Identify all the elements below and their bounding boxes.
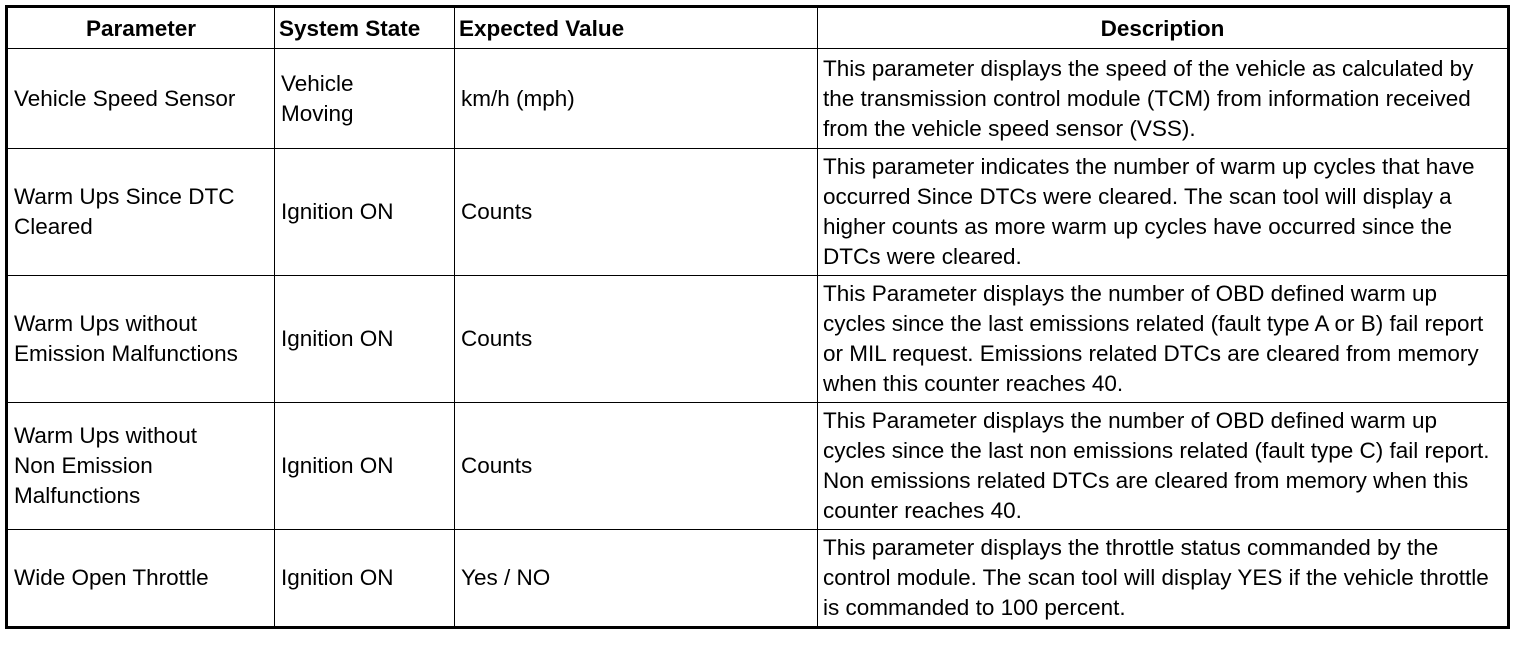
cell-parameter: Wide Open Throttle <box>7 530 275 628</box>
cell-description: This parameter displays the throttle status commanded by the control module. The scan tool will display YES if the vehicle throttle is commanded to 100 percent. <box>818 530 1509 628</box>
cell-system-state-text: Vehicle Moving <box>281 70 354 126</box>
cell-expected-value: km/h (mph) <box>455 49 818 149</box>
cell-expected-value: Counts <box>455 149 818 276</box>
header-description: Description <box>818 7 1509 49</box>
cell-expected-value: Counts <box>455 276 818 403</box>
table-row <box>7 530 1509 628</box>
cell-description: This parameter indicates the number of warm up cycles that have occurred Since DTCs were cleared. The scan tool will display a higher counts as more warm up cycles have occurred since the DTCs were cleared. <box>818 149 1509 276</box>
parameter-table <box>5 5 1510 629</box>
table-header-row <box>7 7 1509 49</box>
cell-parameter: Warm Ups without Emission Malfunctions <box>7 276 275 403</box>
cell-system-state <box>275 49 455 149</box>
table-row <box>7 49 1509 149</box>
cell-expected-value: Yes / NO <box>455 530 818 628</box>
cell-description: This Parameter displays the number of OBD defined warm up cycles since the last non emissions related (fault type C) fail report. Non emissions related DTCs are cleared from memory when this counter reaches 40. <box>818 403 1509 530</box>
table-row <box>7 149 1509 276</box>
cell-parameter: Warm Ups Since DTC Cleared <box>7 149 275 276</box>
table-row <box>7 276 1509 403</box>
cell-parameter: Vehicle Speed Sensor <box>7 49 275 149</box>
cell-expected-value: Counts <box>455 403 818 530</box>
cell-system-state: Ignition ON <box>275 530 455 628</box>
cell-description: This parameter displays the speed of the vehicle as calculated by the transmission control module (TCM) from information received from the vehicle speed sensor (VSS). <box>818 49 1509 149</box>
cell-parameter <box>7 403 275 530</box>
header-expected-value: Expected Value <box>455 7 818 49</box>
cell-description: This Parameter displays the number of OBD defined warm up cycles since the last emissions related (fault type A or B) fail report or MIL request. Emissions related DTCs are cleared from memory when this counter reaches 40. <box>818 276 1509 403</box>
cell-parameter-text: Warm Ups without Non Emission Malfunctions <box>14 423 197 508</box>
table-row <box>7 403 1509 530</box>
header-system-state: System State <box>275 7 455 49</box>
cell-system-state: Ignition ON <box>275 276 455 403</box>
cell-system-state: Ignition ON <box>275 403 455 530</box>
header-parameter: Parameter <box>7 7 275 49</box>
cell-system-state: Ignition ON <box>275 149 455 276</box>
